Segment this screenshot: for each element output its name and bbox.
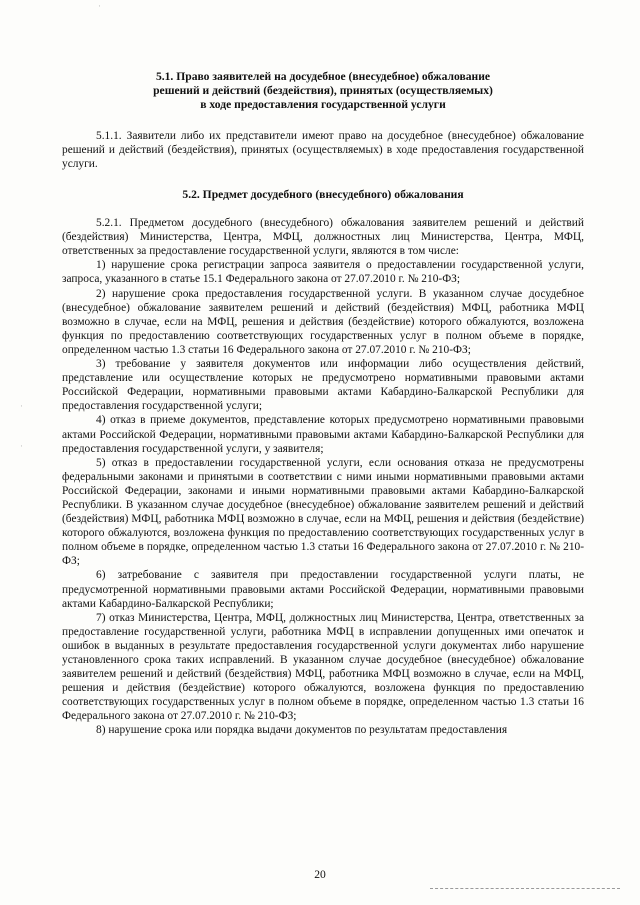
list-item: 6) затребование с заявителя при предоставлении государственной услуги платы, не предусмотренной нормативными правовыми актами Российской Федерации, нормативными правовыми актами Кабардино-Балкарской Республики; xyxy=(62,569,584,610)
section-title-line: в ходе предоставления государственной услуги xyxy=(200,98,446,112)
list-item: 7) отказ Министерства, Центра, МФЦ, должностных лиц Министерства, Центра, ответственных за предоставление государственной услуги, работника МФЦ в исправлении допущенных ими опечаток и ошибок в выданных в результате предоставления государственной услуги документах либо нарушение установленного срока таких исправлений. В указанном случае досудебное (внесудебное) обжалование заявителем решений и действий (бездействия) МФЦ, работника МФЦ возможно в случае, если на МФЦ, решения и действия (бездействие) которого обжалуются, возложена функция по предоставлению соответствующих государственных услуг в полном объеме в порядке, определенном частью 1.3 статьи 16 Федерального закона от 27.07.2010 г. № 210-ФЗ; xyxy=(62,611,584,723)
page-number: 20 xyxy=(314,868,326,881)
list-item: 4) отказ в приеме документов, представление которых предусмотрено нормативными правовыми актами Российской Федерации, нормативными правовыми актами Кабардино-Балкарской Республики для предоставления государственной услуги, у заявителя; xyxy=(62,414,584,455)
list-item: 2) нарушение срока предоставления государственной услуги. В указанном случае досудебное (внесудебное) обжалование заявителем решений и действий (бездействия) МФЦ, работника МФЦ возможно в случае, если на МФЦ, решения и действия (бездействие) которого обжалуются, возложена функция по предоставлению соответствующих государственных услуг в полном объеме в порядке, определенном частью 1.3 статьи 16 Федерального закона от 27.07.2010 г. № 210-ФЗ; xyxy=(62,287,584,356)
section-title xyxy=(62,70,584,113)
document-body xyxy=(62,70,584,738)
list-item: 8) нарушение срока или порядка выдачи документов по результатам предоставления xyxy=(96,724,508,737)
paragraph-5-2-1: 5.2.1. Предметом досудебного (внесудебного) обжалования заявителем решений и действий (бездействия) Министерства, Центра, МФЦ, должностных лиц Министерства, Центра, МФЦ, ответственных за предоставление государственной услуги, являются в том числе: xyxy=(62,217,584,258)
scan-artifact-mark: · xyxy=(20,401,23,411)
subsection-title: 5.2. Предмет досудебного (внесудебного) обжалования xyxy=(182,187,464,201)
scan-artifact-mark: · xyxy=(98,1,101,11)
scan-edge-dashes xyxy=(430,888,620,889)
paragraph-5-1-1: 5.1.1. Заявители либо их представители имеют право на досудебное (внесудебное) обжалование решений и действий (бездействия), принятых (осуществляемых) в ходе предоставления государственной услуги. xyxy=(62,129,584,170)
section-title-line: решений и действий (бездействия), принятых (осуществляемых) xyxy=(153,84,493,98)
list-item: 3) требование у заявителя документов или информации либо осуществления действий, представление или осуществление которых не предусмотрено нормативными правовыми актами Российской Федерации, нормативными правовыми актами Кабардино-Балкарской Республики для предоставления государственной услуги; xyxy=(62,358,584,413)
list-item: 5) отказ в предоставлении государственной услуги, если основания отказа не предусмотрены федеральными законами и принятыми в соответствии с ними иными нормативными правовыми актами Российской Федерации, законами и иными нормативными правовыми актами Кабардино-Балкарской Республики. В указанном случае досудебное (внесудебное) обжалование заявителем решений и действий (бездействия) МФЦ, работника МФЦ возможно в случае, если на МФЦ, решения и действия (бездействие) которого обжалуются, возложена функция по предоставлению соответствующих государственных услуг в полном объеме в порядке, определенном частью 1.3 статьи 16 Федерального закона от 27.07.2010 г. № 210-ФЗ; xyxy=(62,456,584,568)
scan-artifact-mark: · xyxy=(20,441,23,451)
section-title-line: 5.1. Право заявителей на досудебное (внесудебное) обжалование xyxy=(155,70,491,83)
list-item: 1) нарушение срока регистрации запроса заявителя о предоставлении государственной услуги, запроса, указанного в статье 15.1 Федерального закона от 27.07.2010 г. № 210-ФЗ; xyxy=(62,259,584,286)
